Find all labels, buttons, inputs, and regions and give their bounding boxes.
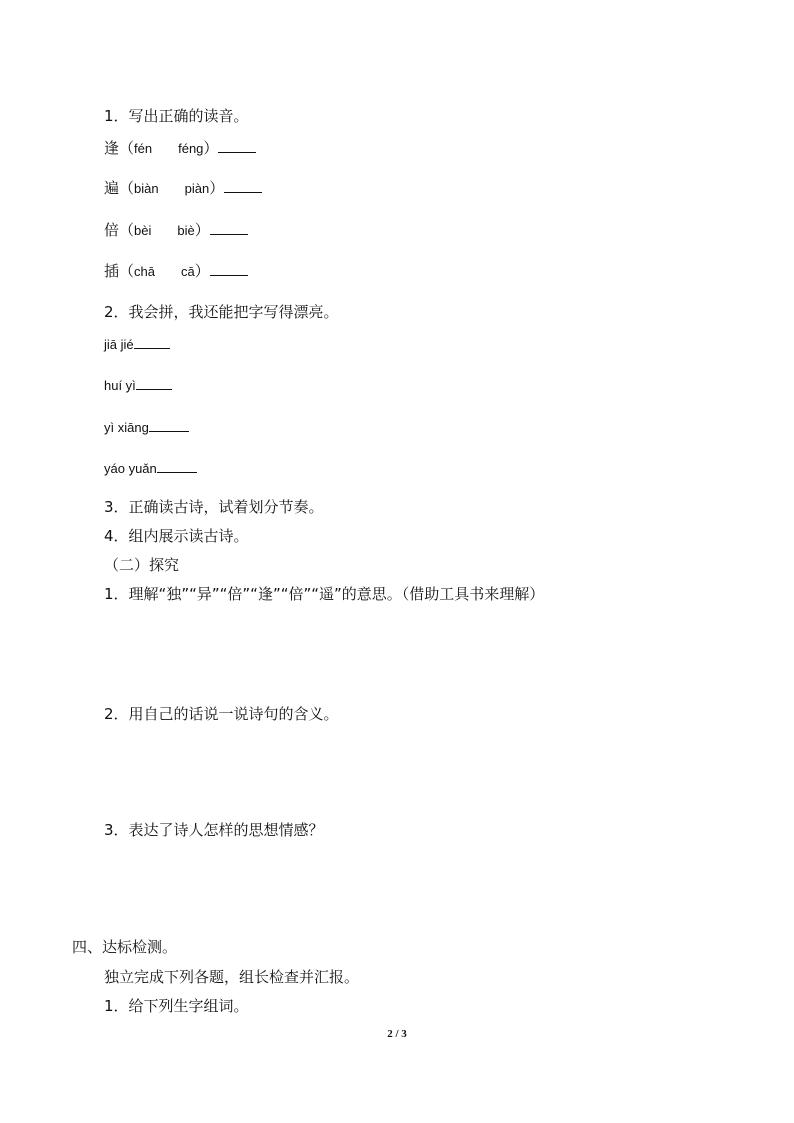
paren-close: ） [194,221,210,239]
paren-open: （ [119,139,135,157]
question-4-heading: 4．组内展示读古诗。 [104,527,249,545]
pinyin-option: fén [134,141,153,156]
paren-close: ） [203,139,219,157]
answer-blank[interactable] [149,417,189,432]
paren-open: （ [119,179,135,197]
pinyin-item [104,458,197,479]
answer-blank[interactable] [218,138,256,153]
explore-question-3: 3．表达了诗人怎样的思想情感？ [104,821,324,839]
pinyin-text: huí yì [104,378,136,393]
test-question-1: 1．给下列生字组词。 [104,997,249,1015]
reading-item [104,261,248,282]
reading-item [104,178,262,199]
reading-char: 遍 [104,179,120,197]
pinyin-option: biè [177,223,195,238]
explore-question-2: 2．用自己的话说一说诗句的含义。 [104,705,339,723]
pinyin-item [104,334,170,355]
reading-char: 倍 [104,221,120,239]
section-test-title: 四、达标检测。 [72,938,178,956]
answer-blank[interactable] [224,178,262,193]
pinyin-item [104,375,172,396]
pinyin-option: biàn [134,181,159,196]
pinyin-text: jiā jié [104,337,134,352]
pinyin-option: piàn [184,181,210,196]
test-instruction: 独立完成下列各题，组长检查并汇报。 [104,968,360,986]
answer-blank[interactable] [210,220,248,235]
question-3-heading: 3．正确读古诗，试着划分节奏。 [104,498,324,516]
paren-open: （ [119,221,135,239]
answer-blank[interactable] [210,261,248,276]
explore-question-1: 1．理解“独”“异”“倍”“逢”“倍”“遥”的意思。（借助工具书来理解） [104,585,545,603]
question-1-heading: 1．写出正确的读音。 [104,107,249,125]
pinyin-item [104,417,189,438]
paren-open: （ [119,262,135,280]
pinyin-text: yáo yuǎn [104,461,157,476]
pinyin-text: yì xiāng [104,420,149,435]
reading-item [104,138,256,159]
section-explore-title: （二）探究 [104,556,180,574]
paren-close: ） [209,179,225,197]
pinyin-option: chā [134,264,155,279]
question-2-heading: 2．我会拼，我还能把字写得漂亮。 [104,303,339,321]
pinyin-option: bèi [134,223,152,238]
answer-blank[interactable] [134,334,170,349]
paren-close: ） [194,262,210,280]
reading-char: 插 [104,262,120,280]
answer-blank[interactable] [136,375,172,390]
reading-char: 逢 [104,139,120,157]
reading-item [104,220,248,241]
answer-blank[interactable] [157,458,197,473]
pinyin-option: cā [181,264,195,279]
page-number: 2 / 3 [387,1028,407,1040]
pinyin-option: féng [178,141,204,156]
